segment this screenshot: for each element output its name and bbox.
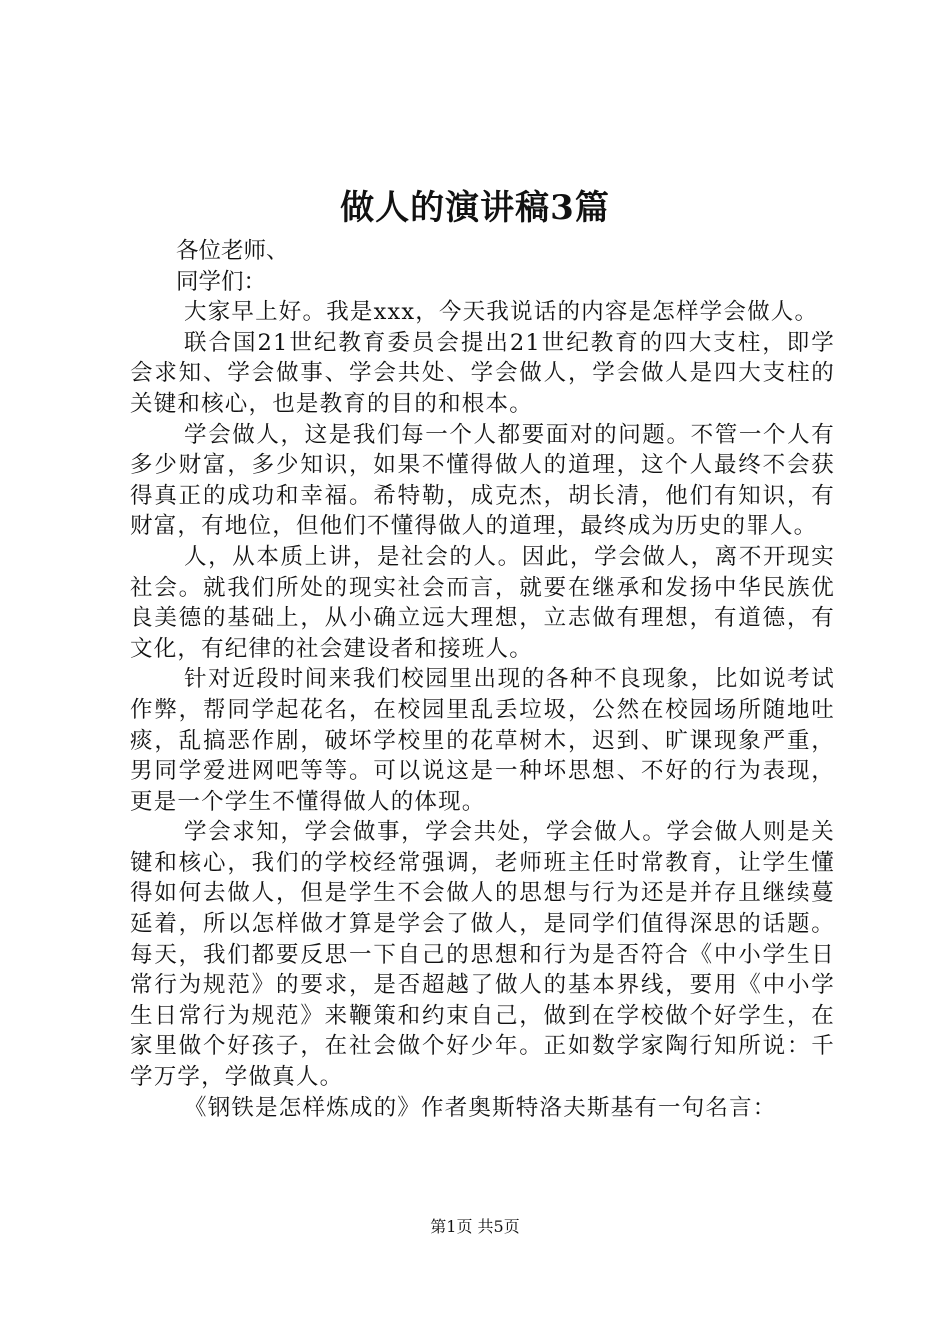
body-paragraph: 联合国21世纪教育委员会提出21世纪教育的四大支柱，即学会求知、学会做事、学会共处、学会做人，学会做人是四大支柱的关键和核心，也是教育的目的和根本。 xyxy=(130,329,835,417)
body-paragraph: 学会求知，学会做事，学会共处，学会做人。学会做人则是关键和核心，我们的学校经常强调，老师班主任时常教育，让学生懂得如何去做人，但是学生不会做人的思想与行为还是并存且继续蔓延着，所以怎样做才算是学会了做人，是同学们值得深思的话题。每天，我们都要反思一下自己的思想和行为是否符合《中小学生日常行为规范》的要求，是否超越了做人的基本界线，要用《中小学生日常行为规范》来鞭策和约束自己，做到在学校做个好学生，在家里做个好孩子，在社会做个好少年。正如数学家陶行知所说：千学万学，学做真人。 xyxy=(130,819,835,1091)
document-body xyxy=(130,236,835,1123)
salutation-line: 各位老师、 xyxy=(176,238,289,264)
salutation-line: 同学们： xyxy=(176,268,267,295)
document-title: 做人的演讲稿3篇 xyxy=(340,188,610,228)
body-paragraph: 人，从本质上讲，是社会的人。因此，学会做人，离不开现实社会。就我们所处的现实社会而言，就要在继承和发扬中华民族优良美德的基础上，从小确立远大理想，立志做有理想，有道德，有文化，有纪律的社会建设者和接班人。 xyxy=(130,543,835,662)
body-paragraph: 学会做人，这是我们每一个人都要面对的问题。不管一个人有多少财富，多少知识，如果不懂得做人的道理，这个人最终不会获得真正的成功和幸福。希特勒，成克杰，胡长清，他们有知识，有财富，有地位，但他们不懂得做人的道理，最终成为历史的罪人。 xyxy=(130,421,835,540)
body-paragraph: 大家早上好。我是xxx，今天我说话的内容是怎样学会做人。 xyxy=(184,299,819,326)
body-paragraph: 针对近段时间来我们校园里出现的各种不良现象，比如说考试作弊，帮同学起花名，在校园里乱丢垃圾，公然在校园场所随地吐痰，乱搞恶作剧，破坏学校里的花草树木，迟到、旷课现象严重，男同学爱进网吧等等。可以说这是一种坏思想、不好的行为表现，更是一个学生不懂得做人的体现。 xyxy=(130,666,835,815)
page-footer: 第1页 共5页 xyxy=(430,1217,520,1236)
body-paragraph: 《钢铁是怎样炼成的》作者奥斯特洛夫斯基有一句名言： xyxy=(184,1094,777,1121)
